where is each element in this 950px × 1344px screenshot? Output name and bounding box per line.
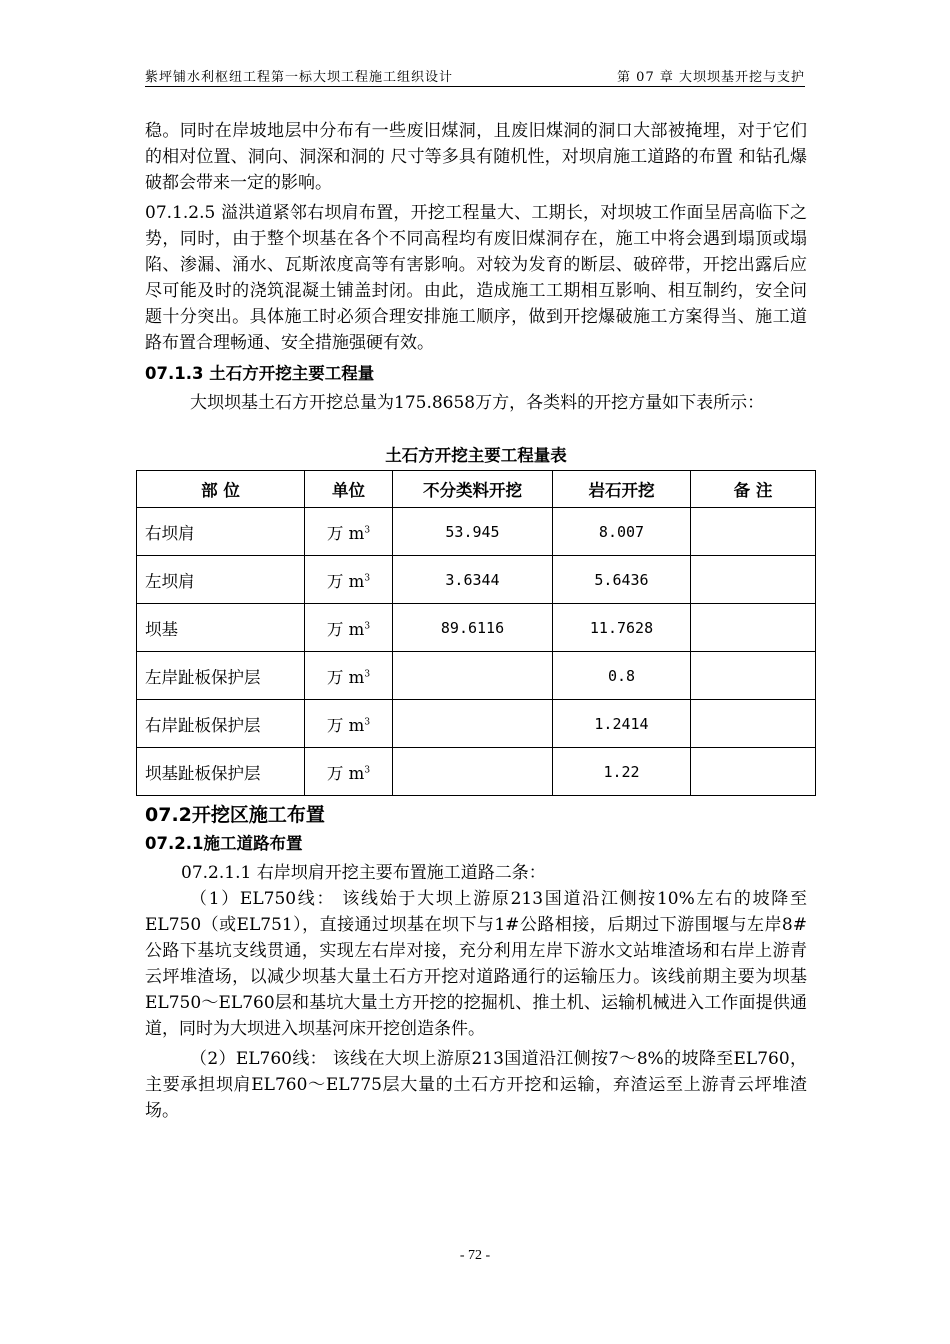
- paragraph-roads-intro: 07.2.1.1 右岸坝肩开挖主要布置施工道路二条：: [181, 863, 546, 883]
- cell-note: [691, 652, 816, 700]
- cell-note: [691, 508, 816, 556]
- cell-part: 左岸趾板保护层: [137, 652, 305, 700]
- cell-mixed: [393, 652, 553, 700]
- table-title: 土石方开挖主要工程量表: [385, 446, 567, 465]
- header-remarks: 备 注: [691, 471, 816, 508]
- cell-mixed: 3.6344: [393, 556, 553, 604]
- cell-rock: 0.8: [553, 652, 691, 700]
- cell-mixed: 53.945: [393, 508, 553, 556]
- table-row: [137, 652, 816, 700]
- cell-rock: 8.007: [553, 508, 691, 556]
- paragraph-el760: （2）EL760线： 该线在大坝上游原213国道沿江侧按7～8%的坡降至EL760，主要承担坝肩EL760～EL775层大量的土石方开挖和运输，弃渣运至上游青云坪堆渣场。: [145, 1049, 807, 1121]
- paragraph-spillway: 07.1.2.5 溢洪道紧邻右坝肩布置，开挖工程量大、工期长，对坝坡工作面呈居高临下之势，同时，由于整个坝基在各个不同高程均有废旧煤洞存在，施工中将会遇到塌顶或塌陷、渗漏、涌水、瓦斯浓度高等有害影响。对较为发育的断层、破碎带，开挖出露后应尽可能及时的浇筑混凝土铺盖封闭。由此，造成施工工期相互影响、相互制约，安全问题十分突出。具体施工时必须合理安排施工顺序，做到开挖爆破施工方案得当、施工道路布置合理畅通、安全措施强硬有效。: [145, 203, 807, 353]
- header-document-title: 紫坪铺水利枢纽工程第一标大坝工程施工组织设计: [145, 70, 454, 85]
- header-rock-excavation: 岩石开挖: [553, 471, 691, 508]
- cell-rock: 1.22: [553, 748, 691, 796]
- cell-note: [691, 556, 816, 604]
- cell-part: 坝基: [137, 604, 305, 652]
- cell-unit: 万 $m^3$: [305, 604, 393, 652]
- cell-unit: 万 $m^3$: [305, 652, 393, 700]
- cell-part: 右坝肩: [137, 508, 305, 556]
- table-row: [137, 700, 816, 748]
- cell-part: 坝基趾板保护层: [137, 748, 305, 796]
- cell-note: [691, 700, 816, 748]
- table-row: [137, 508, 816, 556]
- cell-unit: 万 $m^3$: [305, 748, 393, 796]
- header-part: 部 位: [137, 471, 305, 508]
- cell-rock: 5.6436: [553, 556, 691, 604]
- cell-rock: 1.2414: [553, 700, 691, 748]
- table-row: [137, 748, 816, 796]
- heading-07-2-1: 07.2.1施工道路布置: [145, 834, 303, 853]
- cell-unit: 万 $m^3$: [305, 700, 393, 748]
- cell-rock: 11.7628: [553, 604, 691, 652]
- header-mixed-excavation: 不分类料开挖: [393, 471, 553, 508]
- paragraph-el750: （1）EL750线： 该线始于大坝上游原213国道沿江侧按10%左右的坡降至EL750（或EL751），直接通过坝基在坝下与1#公路相接，后期过下游围堰与左岸8#公路下基坑支线贯通，实现左右岸对接，充分利用左岸下游水文站堆渣场和右岸上游青云坪堆渣场，以减少坝基大量土石方开挖对道路通行的运输压力。该线前期主要为坝基EL750～EL760层和基坑大量土方开挖的挖掘机、推土机、运输机械进入工作面提供通道，同时为大坝进入坝基河床开挖创造条件。: [145, 889, 807, 1039]
- table-row: [137, 556, 816, 604]
- page-header: [145, 64, 805, 87]
- page-content: [145, 118, 807, 1124]
- cell-mixed: [393, 700, 553, 748]
- cell-mixed: [393, 748, 553, 796]
- paragraph-coal-caves: 稳。同时在岸坡地层中分布有一些废旧煤洞，且废旧煤洞的洞口大部被掩埋，对于它们的相对位置、洞向、洞深和洞的 尺寸等多具有随机性，对坝肩施工道路的布置 和钻孔爆破都会带来一定的影响。: [145, 121, 807, 193]
- cell-mixed: 89.6116: [393, 604, 553, 652]
- heading-07-1-3: 07.1.3 土石方开挖主要工程量: [145, 364, 375, 383]
- header-unit: 单位: [305, 471, 393, 508]
- cell-unit: 万 $m^3$: [305, 508, 393, 556]
- cell-part: 右岸趾板保护层: [137, 700, 305, 748]
- heading-07-2: 07.2开挖区施工布置: [145, 804, 325, 826]
- table-header-row: [137, 471, 816, 508]
- cell-unit: 万 $m^3$: [305, 556, 393, 604]
- table-row: [137, 604, 816, 652]
- excavation-quantity-table: [136, 470, 816, 796]
- cell-part: 左坝肩: [137, 556, 305, 604]
- cell-note: [691, 604, 816, 652]
- paragraph-excavation-total: 大坝坝基土石方开挖总量为175.8658万方，各类料的开挖方量如下表所示：: [190, 393, 765, 413]
- cell-note: [691, 748, 816, 796]
- header-chapter-title: 第 07 章 大坝坝基开挖与支护: [617, 70, 805, 85]
- page-number: - 72 -: [459, 1248, 491, 1263]
